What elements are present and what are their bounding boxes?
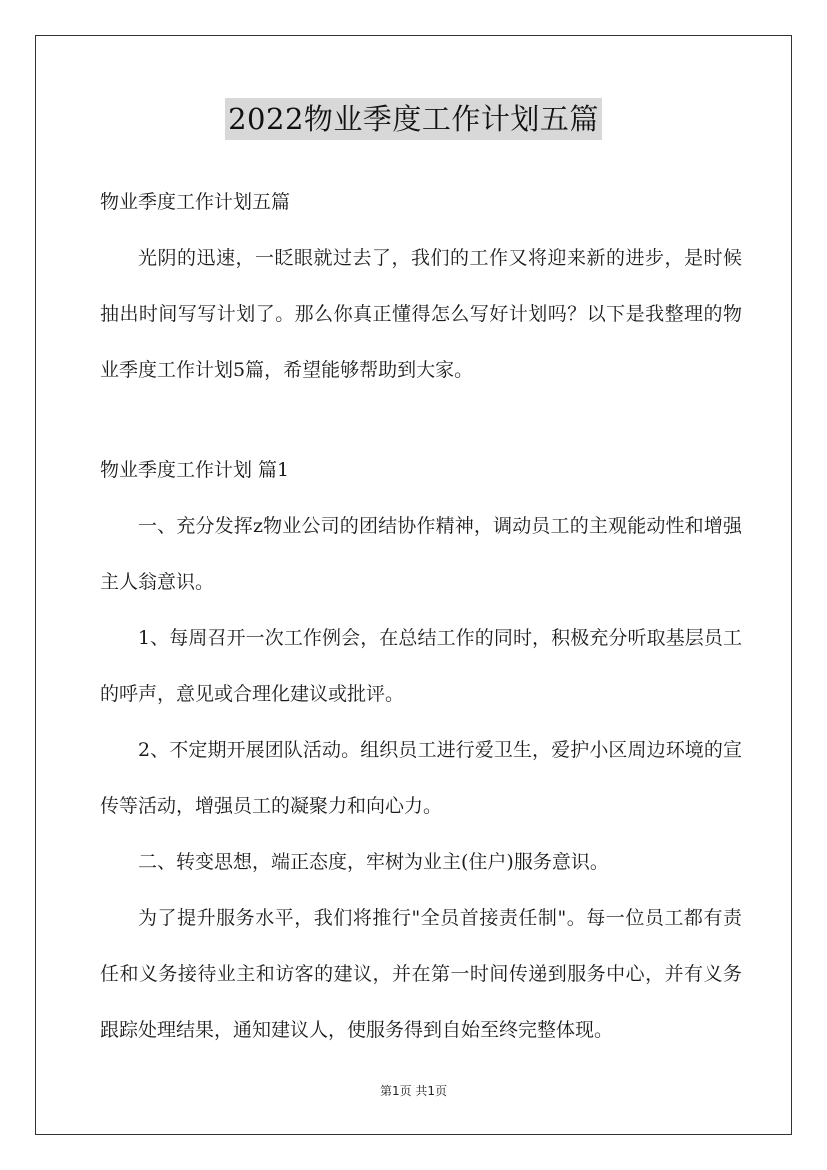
section-heading: 物业季度工作计划 篇1 xyxy=(100,459,290,481)
document-title: 2022物业季度工作计划五篇 xyxy=(225,98,602,140)
title-container xyxy=(0,98,827,140)
document-subtitle: 物业季度工作计划五篇 xyxy=(100,191,291,213)
body-paragraph: 一、充分发挥z物业公司的团结协作精神，调动员工的主观能动性和增强主人翁意识。 xyxy=(100,515,742,593)
body-paragraph: 二、转变思想，端正态度，牢树为业主(住户)服务意识。 xyxy=(138,851,609,873)
page-number: 第1页 共1页 xyxy=(379,1084,448,1098)
document-body xyxy=(100,174,742,1058)
intro-paragraph: 光阴的迅速，一眨眼就过去了，我们的工作又将迎来新的进步，是时候抽出时间写写计划了。那么你真正懂得怎么写好计划吗？以下是我整理的物业季度工作计划5篇，希望能够帮助到大家。 xyxy=(100,247,742,381)
spacer xyxy=(100,398,742,442)
body-paragraph: 1、每周召开一次工作例会，在总结工作的同时，积极充分听取基层员工的呼声，意见或合理化建议或批评。 xyxy=(100,627,742,705)
body-paragraph: 2、不定期开展团队活动。组织员工进行爱卫生，爱护小区周边环境的宣传等活动，增强员工的凝聚力和向心力。 xyxy=(100,739,742,817)
body-paragraph: 为了提升服务水平，我们将推行"全员首接责任制"。每一位员工都有责任和义务接待业主和访客的建议，并在第一时间传递到服务中心，并有义务跟踪处理结果，通知建议人，使服务得到自始至终完整体现。 xyxy=(100,907,742,1041)
